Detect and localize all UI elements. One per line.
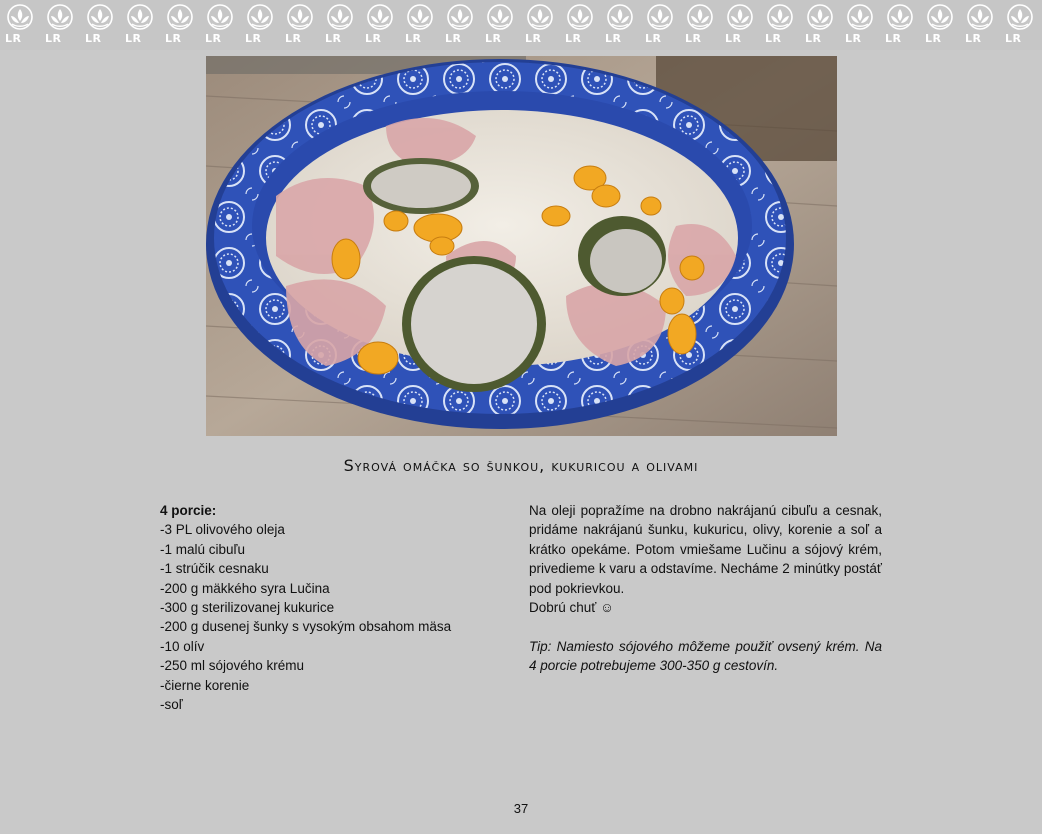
header-motif (800, 2, 840, 48)
dish-photo (206, 56, 837, 436)
header-motif (400, 2, 440, 48)
lotus-hands-icon (766, 4, 794, 30)
lotus-hands-icon (526, 4, 554, 30)
page-number: 37 (513, 801, 529, 816)
header-motif-text: LR (325, 32, 342, 45)
header-motif-text: LR (205, 32, 222, 45)
header-motif (320, 2, 360, 48)
lotus-hands-icon (206, 4, 234, 30)
header-motif (960, 2, 1000, 48)
lotus-hands-icon (126, 4, 154, 30)
header-motif-text: LR (405, 32, 422, 45)
lotus-hands-icon (446, 4, 474, 30)
header-motif-text: LR (685, 32, 702, 45)
lotus-hands-icon (566, 4, 594, 30)
header-motif (280, 2, 320, 48)
header-motif (1000, 2, 1040, 48)
lotus-hands-icon (486, 4, 514, 30)
header-motif-text: LR (605, 32, 622, 45)
header-motif-text: LR (125, 32, 142, 45)
header-motif (520, 2, 560, 48)
lotus-hands-icon (286, 4, 314, 30)
header-motif-text: LR (5, 32, 22, 45)
ingredient-item: -soľ (160, 697, 183, 713)
header-motif (680, 2, 720, 48)
header-motif (760, 2, 800, 48)
lotus-hands-icon (86, 4, 114, 30)
method-section (529, 501, 882, 676)
lotus-hands-icon (846, 4, 874, 30)
header-motif (560, 2, 600, 48)
header-motif-text: LR (845, 32, 862, 45)
header-motif (720, 2, 760, 48)
header-motif-text: LR (165, 32, 182, 45)
header-motif-text: LR (285, 32, 302, 45)
header-motif (80, 2, 120, 48)
lotus-hands-icon (46, 4, 74, 30)
ingredient-item: -1 malú cibuľu (160, 541, 245, 557)
ingredient-item: -200 g mäkkého syra Lučina (160, 580, 330, 596)
header-motif-text: LR (365, 32, 382, 45)
lotus-hands-icon (406, 4, 434, 30)
lotus-hands-icon (246, 4, 274, 30)
ingredient-item: -1 strúčik cesnaku (160, 561, 269, 577)
header-motif (840, 2, 880, 48)
lotus-hands-icon (806, 4, 834, 30)
header-motif-text: LR (725, 32, 742, 45)
header-motif (480, 2, 520, 48)
header-motif-text: LR (885, 32, 902, 45)
header-motif (40, 2, 80, 48)
header-motif (880, 2, 920, 48)
dish-photo-illustration (206, 56, 837, 436)
header-motif-text: LR (85, 32, 102, 45)
lotus-hands-icon (366, 4, 394, 30)
lotus-hands-icon (966, 4, 994, 30)
header-motif-text: LR (925, 32, 942, 45)
lotus-hands-icon (326, 4, 354, 30)
ingredient-item: -250 ml sójového krému (160, 658, 305, 674)
header-motif-text: LR (645, 32, 662, 45)
header-motif-text: LR (445, 32, 462, 45)
ingredient-item: -200 g dusenej šunky s vysokým obsahom mäsa (160, 619, 452, 635)
header-motif-text: LR (485, 32, 502, 45)
method-text: Na oleji popražíme na drobno nakrájanú cibuľu a cesnak, pridáme nakrájanú šunku, kukuricu, olivy, korenie a soľ a krátko opekáme. Potom vmiešame Lučinu a sójový krém, privedieme k varu a odstavíme. Necháme 2 minútky postáť pod pokrievkou. (529, 503, 882, 596)
header-motif (640, 2, 680, 48)
lotus-hands-icon (606, 4, 634, 30)
header-motif-text: LR (45, 32, 62, 45)
header-motif (600, 2, 640, 48)
header-motif (160, 2, 200, 48)
header-motif-text: LR (525, 32, 542, 45)
header-motif (440, 2, 480, 48)
header-motif-text: LR (1005, 32, 1022, 45)
tip-text: Tip: Namiesto sójového môžeme použiť ovsený krém. Na 4 porcie potrebujeme 300-350 g cestovín. (529, 638, 882, 674)
header-motif (120, 2, 160, 48)
header-motif-text: LR (965, 32, 982, 45)
lotus-hands-icon (886, 4, 914, 30)
motif-row (0, 2, 1042, 48)
header-motif (240, 2, 280, 48)
paragraph-gap (529, 617, 882, 636)
lotus-hands-icon (1006, 4, 1034, 30)
lotus-hands-icon (926, 4, 954, 30)
ingredient-list (160, 520, 500, 714)
header-motif-text: LR (805, 32, 822, 45)
ingredient-item: -čierne korenie (160, 677, 250, 693)
ingredients-section (160, 501, 500, 714)
lotus-hands-icon (686, 4, 714, 30)
header-motif (920, 2, 960, 48)
ingredient-item: -3 PL olivového oleja (160, 522, 285, 538)
lotus-hands-icon (166, 4, 194, 30)
header-motif (200, 2, 240, 48)
servings-heading: 4 porcie: (160, 503, 217, 518)
lotus-hands-icon (726, 4, 754, 30)
header-motif (360, 2, 400, 48)
lotus-hands-icon (646, 4, 674, 30)
ingredient-item: -300 g sterilizovanej kukurice (160, 600, 335, 616)
header-motif-text: LR (765, 32, 782, 45)
decorative-header-band (0, 0, 1042, 50)
header-motif (0, 2, 40, 48)
ingredient-item: -10 olív (160, 638, 205, 654)
header-motif-text: LR (565, 32, 582, 45)
recipe-title: Syrová omáčka so šunkou, kukuricou a olivami (343, 456, 699, 475)
lotus-hands-icon (6, 4, 34, 30)
closing-text: Dobrú chuť ☺ (529, 600, 614, 616)
header-motif-text: LR (245, 32, 262, 45)
